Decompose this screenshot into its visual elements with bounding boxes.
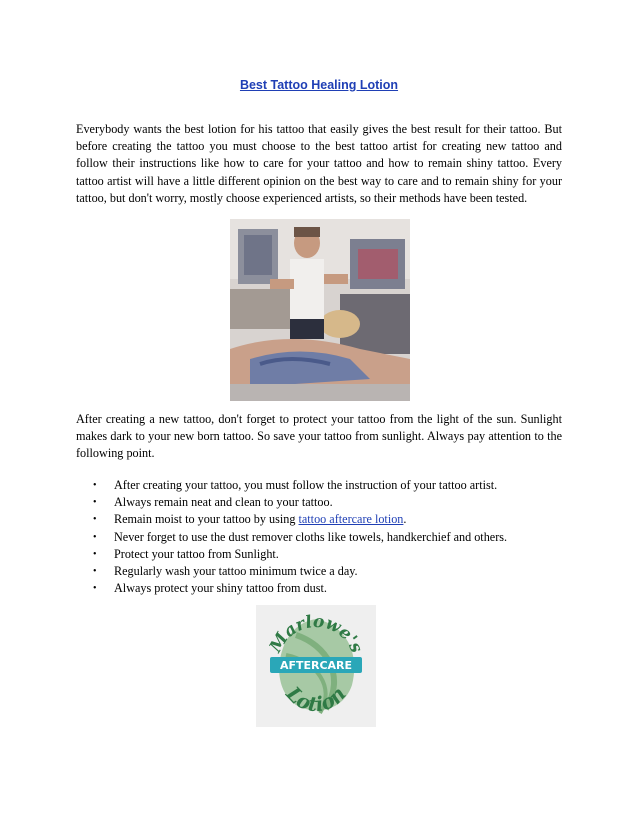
bullet-icon: • <box>93 583 97 595</box>
tattoo-artist-photo <box>230 219 410 401</box>
list-item: • Always remain neat and clean to your tattoo. <box>76 494 562 511</box>
list-item: • Always protect your shiny tattoo from dust. <box>76 580 562 597</box>
bullet-icon: • <box>93 548 97 560</box>
svg-text:Marlowe's: Marlowe's <box>265 611 367 657</box>
logo-band-text: AFTERCARE <box>279 659 353 672</box>
list-item: • Protect your tattoo from Sunlight. <box>76 546 562 563</box>
intro-paragraph: Everybody wants the best lotion for his tattoo that easily gives the best result for their tattoo. But before creating the tattoo you must choose to the best tattoo artist for creating new tattoo and follow their instructions like how to care for your tattoo and how to remain shiny tattoo. Every tattoo artist will have a little different opinion on the best way to care and to remain shiny for your tattoo, but don't worry, mostly choose experienced artists, so their methods have been tested. <box>76 122 562 205</box>
care-tips-list <box>76 477 562 597</box>
bullet-icon: • <box>93 531 97 543</box>
list-item: • Remain moist to your tattoo by using tattoo aftercare lotion. <box>76 511 562 528</box>
bullet-icon: • <box>93 497 97 509</box>
list-item: • Regularly wash your tattoo minimum twice a day. <box>76 563 562 580</box>
document-title: Best Tattoo Healing Lotion <box>239 78 399 92</box>
bullet-icon: • <box>93 514 97 526</box>
marlowes-aftercare-logo <box>256 605 376 727</box>
tattoo-aftercare-lotion-link[interactable]: tattoo aftercare lotion <box>298 512 404 527</box>
sun-protection-paragraph: After creating a new tattoo, don't forget to protect your tattoo from the light of the sun. Sunlight makes dark to your new born tattoo. So save your tattoo from sunlight. Always pay attention to the following point. <box>76 412 562 461</box>
svg-text:Lotion: Lotion <box>281 681 351 717</box>
bullet-icon: • <box>93 566 97 578</box>
bullet-icon: • <box>93 480 97 491</box>
list-item: • After creating your tattoo, you must follow the instruction of your tattoo artist. <box>76 477 562 494</box>
list-item: • Never forget to use the dust remover cloths like towels, handkerchief and others. <box>76 529 562 546</box>
